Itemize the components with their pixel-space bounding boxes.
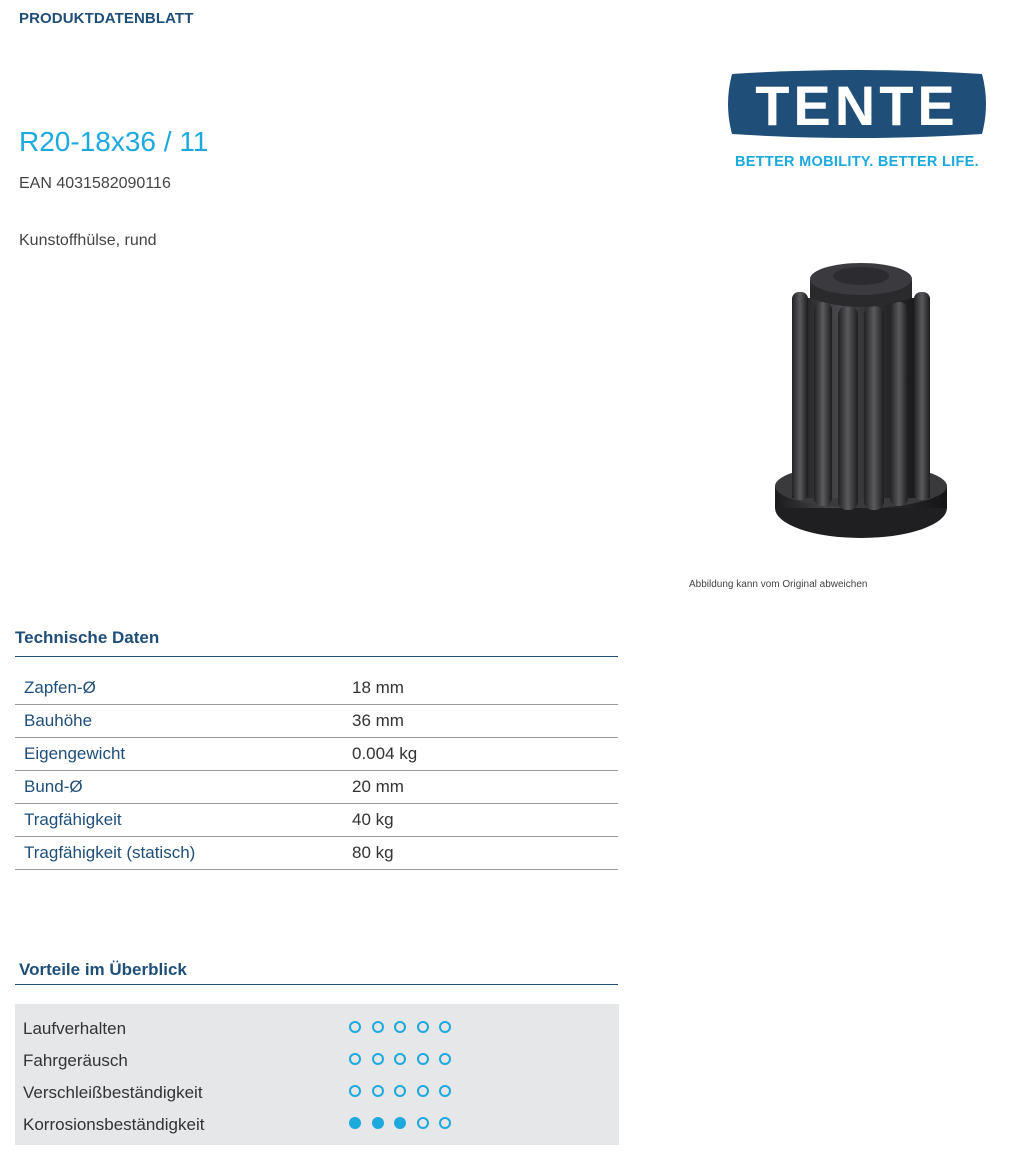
advantages-panel: [15, 1004, 619, 1145]
spec-value: 20 mm: [352, 777, 404, 796]
spec-value: 80 kg: [352, 843, 394, 862]
rating-dot-empty: [439, 1021, 451, 1033]
rating-dot-filled: [394, 1117, 406, 1129]
advantage-label: Fahrgeräusch: [23, 1051, 128, 1070]
table-row: [15, 738, 618, 771]
product-image: [766, 258, 956, 543]
rating-dots: [349, 1021, 462, 1033]
spec-label: Eigengewicht: [24, 744, 126, 763]
image-caption: Abbildung kann vom Original abweichen: [689, 579, 868, 590]
rating-dot-empty: [417, 1053, 429, 1065]
rating-dot-empty: [372, 1053, 384, 1065]
spec-label: Tragfähigkeit (statisch): [24, 843, 196, 862]
table-row: [15, 837, 618, 870]
rating-dot-filled: [372, 1117, 384, 1129]
spec-value: 18 mm: [352, 678, 404, 697]
rating-dot-empty: [417, 1021, 429, 1033]
list-item: [15, 1016, 619, 1048]
spec-label: Tragfähigkeit: [24, 810, 122, 829]
rating-dot-empty: [349, 1085, 361, 1097]
ean-number: EAN 4031582090116: [19, 175, 171, 192]
plastic-sleeve-illustration: [766, 258, 956, 543]
table-row: [15, 705, 618, 738]
tente-logo-badge: [724, 68, 990, 148]
rating-dots: [349, 1117, 462, 1129]
spec-label: Zapfen-Ø: [24, 678, 96, 697]
product-description: Kunstoffhülse, rund: [19, 232, 157, 249]
rating-dot-empty: [439, 1085, 451, 1097]
advantage-label: Korrosionsbeständigkeit: [23, 1115, 205, 1134]
technical-data-table: [15, 672, 618, 870]
spec-label: Bund-Ø: [24, 777, 83, 796]
rating-dot-empty: [394, 1085, 406, 1097]
heading-divider: [15, 984, 618, 985]
advantages-heading: Vorteile im Überblick: [19, 960, 187, 979]
rating-dot-empty: [349, 1021, 361, 1033]
rating-dot-empty: [439, 1117, 451, 1129]
product-code: R20-18x36 / 11: [19, 126, 209, 157]
rating-dots: [349, 1085, 462, 1097]
list-item: [15, 1112, 619, 1144]
rating-dot-empty: [349, 1053, 361, 1065]
logo-wordmark: TENTE: [755, 74, 959, 137]
table-row: [15, 804, 618, 837]
rating-dot-empty: [394, 1053, 406, 1065]
list-item: [15, 1048, 619, 1080]
rating-dot-empty: [417, 1117, 429, 1129]
rating-dot-empty: [372, 1021, 384, 1033]
technical-data-heading: Technische Daten: [15, 628, 160, 647]
spec-value: 36 mm: [352, 711, 404, 730]
rating-dot-filled: [349, 1117, 361, 1129]
rating-dot-empty: [372, 1085, 384, 1097]
advantage-label: Verschleißbeständigkeit: [23, 1083, 203, 1102]
heading-divider: [15, 656, 618, 657]
table-row: [15, 771, 618, 804]
spec-value: 40 kg: [352, 810, 394, 829]
rating-dot-empty: [439, 1053, 451, 1065]
advantage-label: Laufverhalten: [23, 1019, 127, 1038]
rating-dots: [349, 1053, 462, 1065]
brand-slogan: BETTER MOBILITY. BETTER LIFE.: [735, 154, 979, 170]
table-row: [15, 672, 618, 705]
rating-dot-empty: [417, 1085, 429, 1097]
spec-label: Bauhöhe: [24, 711, 93, 730]
spec-value: 0.004 kg: [352, 744, 418, 763]
rating-dot-empty: [394, 1021, 406, 1033]
list-item: [15, 1080, 619, 1112]
document-type-label: PRODUKTDATENBLATT: [19, 10, 194, 27]
